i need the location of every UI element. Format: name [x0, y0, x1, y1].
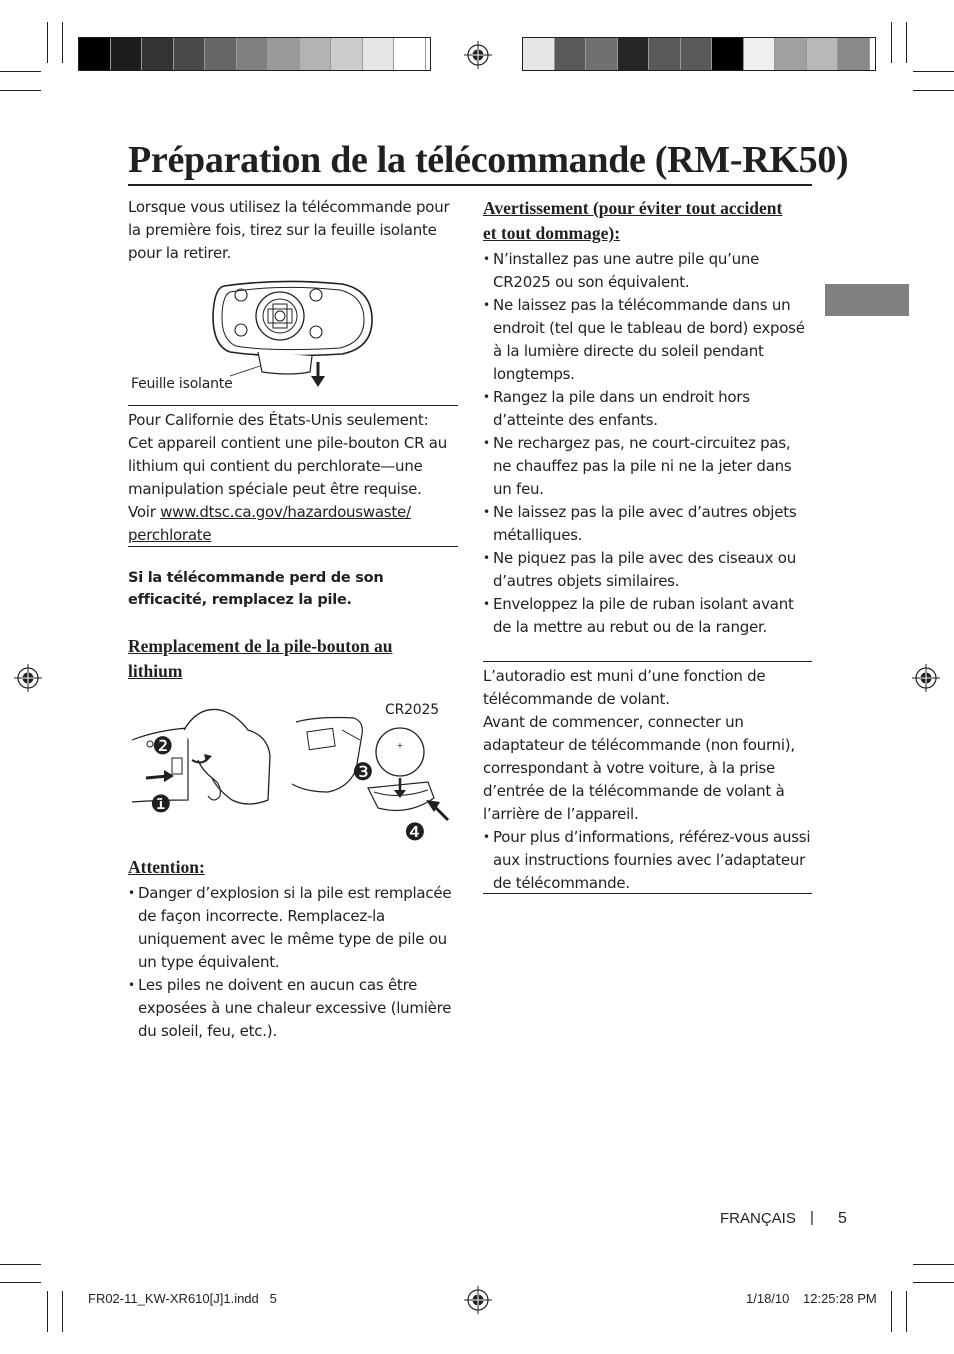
color-swatch: [79, 38, 111, 70]
warning-item: • Rangez la pile dans un endroit hors d’atteinte des enfants.: [483, 386, 812, 432]
cr2025-label: CR2025: [385, 702, 439, 718]
steering-instructions: Avant de commencer, connecter un adaptateur de télécommande (non fourni), correspondant à votre voiture, à la prise d’entrée de la télécommande de volant à l’arrière de l’appareil.: [483, 713, 795, 823]
color-swatch: [712, 38, 744, 70]
warning-item: • Ne laissez pas la pile avec d’autres objets métalliques.: [483, 501, 812, 547]
color-swatch: [555, 38, 587, 70]
color-swatch: [618, 38, 650, 70]
footer-page-number: 5: [838, 1210, 847, 1227]
registration-mark-right: [912, 664, 940, 692]
color-swatch: [649, 38, 681, 70]
steering-intro: L’autoradio est muni d’une fonction de télécommande de volant.: [483, 667, 766, 708]
replace-heading-line2: lithium: [128, 661, 183, 681]
color-swatch: [838, 38, 870, 70]
intro-text: Lorsque vous utilisez la télécommande pour la première fois, tirez sur la feuille isolante pour la retirer.: [128, 198, 450, 262]
steering-section: [483, 665, 815, 895]
warning-list: [483, 248, 812, 639]
california-heading: Pour Californie des États-Unis seulement:: [128, 411, 429, 429]
color-swatch: [237, 38, 269, 70]
color-swatch: [268, 38, 300, 70]
replace-heading-line1: Remplacement de la pile-bouton au: [128, 636, 393, 656]
color-swatch: [744, 38, 776, 70]
step-4: ❹: [404, 818, 426, 846]
color-swatch: [523, 38, 555, 70]
color-swatch: [300, 38, 332, 70]
remote-insulation-figure: [200, 276, 380, 388]
warning-item: • Ne laissez pas la télécommande dans un endroit (tel que le tableau de bord) exposé à la lumière directe du soleil pendant longtemps.: [483, 294, 812, 386]
attention-item: • Danger d’explosion si la pile est remplacée de façon incorrecte. Remplacez-la uniquement avec le même type de pile ou un type équivalent.: [128, 882, 458, 974]
step-2: ❷: [152, 732, 174, 760]
california-body: Cet appareil contient une pile-bouton CR au lithium qui contient du perchlorate—une manipulation spéciale peut être requise.: [128, 434, 447, 498]
warning-item: • Enveloppez la pile de ruban isolant avant de la mettre au rebut ou de la ranger.: [483, 593, 812, 639]
color-swatch: [586, 38, 618, 70]
color-bar-left: [78, 37, 431, 71]
footer-date: 1/18/10: [746, 1291, 790, 1306]
color-bar-right: [522, 37, 876, 71]
color-swatch: [142, 38, 174, 70]
attention-heading: Attention:: [128, 857, 205, 877]
attention-item: • Les piles ne doivent en aucun cas être exposées à une chaleur excessive (lumière du soleil, feu, etc.).: [128, 974, 458, 1043]
steering-list: [483, 826, 815, 895]
registration-mark-top: [464, 41, 492, 69]
color-swatch: [775, 38, 807, 70]
steering-rule-bottom: [483, 893, 812, 894]
voir-label: Voir: [128, 503, 161, 521]
page-title: Préparation de la télécommande (RM-RK50): [128, 138, 812, 186]
footer-separator: |: [810, 1209, 814, 1226]
footer-language: FRANÇAIS: [720, 1210, 796, 1227]
rule-bottom: [128, 546, 458, 547]
rule-top: [128, 405, 458, 406]
figure1-caption: Feuille isolante: [131, 376, 233, 392]
efficacite-note: Si la télécommande perd de son efficacité, remplacez la pile.: [128, 570, 384, 608]
california-notice: [128, 409, 458, 547]
color-swatch: [174, 38, 206, 70]
attention-list: [128, 882, 458, 1043]
warning-item: • Ne piquez pas la pile avec des ciseaux ou d’autres objets similaires.: [483, 547, 812, 593]
step-1: ❶: [150, 790, 172, 818]
california-voir: [128, 501, 458, 524]
warning-item: • N’installez pas une autre pile qu’une CR2025 ou son équivalent.: [483, 248, 812, 294]
footer-time: 12:25:28 PM: [803, 1291, 877, 1306]
color-swatch: [681, 38, 713, 70]
color-swatch: [807, 38, 839, 70]
language-tab: [825, 284, 909, 316]
replace-heading: [128, 634, 458, 684]
dtsc-link-continued[interactable]: perchlorate: [128, 526, 212, 544]
footer-file: FR02-11_KW-XR610[J]1.indd 5: [88, 1291, 277, 1306]
warning-heading-line1: Avertissement (pour éviter tout accident: [483, 198, 783, 218]
registration-mark-bottom: [464, 1286, 492, 1314]
svg-text:+: +: [396, 741, 404, 750]
warning-heading-line2: et tout dommage):: [483, 223, 621, 243]
warning-heading: [483, 196, 823, 246]
step-3: ❸: [352, 758, 374, 786]
color-swatch: [394, 38, 426, 70]
warning-item: • Ne rechargez pas, ne court-circuitez pas, ne chauffez pas la pile ni ne la jeter dans un feu.: [483, 432, 812, 501]
steering-rule-top: [483, 661, 812, 662]
color-swatch: [205, 38, 237, 70]
color-swatch: [331, 38, 363, 70]
color-swatch: [363, 38, 395, 70]
color-swatch: [111, 38, 143, 70]
dtsc-link[interactable]: www.dtsc.ca.gov/hazardouswaste/: [160, 503, 411, 521]
registration-mark-left: [14, 664, 42, 692]
steering-item: • Pour plus d’informations, référez-vous aussi aux instructions fournies avec l’adaptateur de télécommande.: [483, 826, 815, 895]
